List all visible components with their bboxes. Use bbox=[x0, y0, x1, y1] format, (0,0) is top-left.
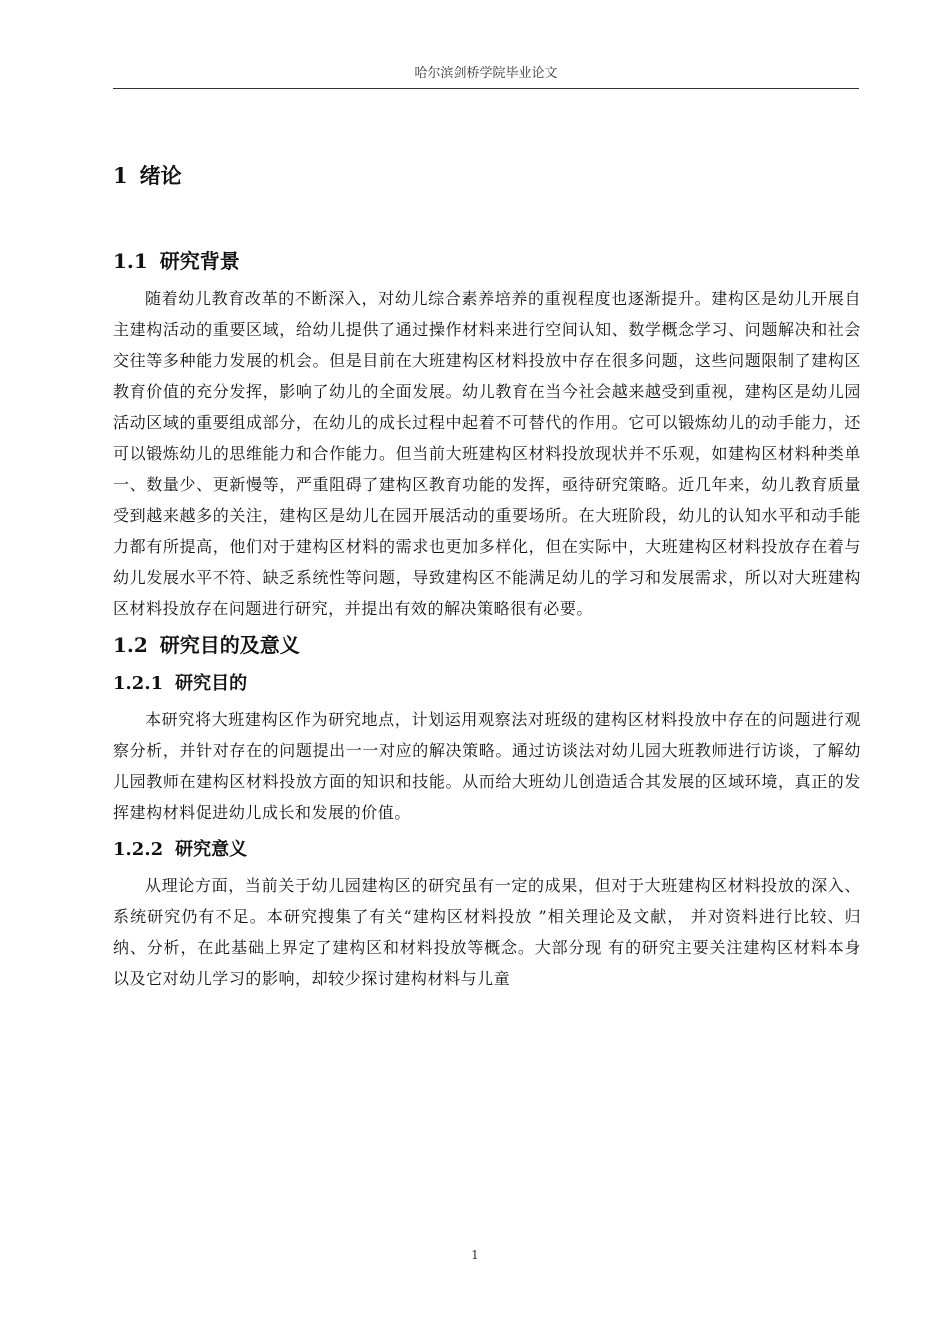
section-title: 研究目的及意义 bbox=[159, 633, 300, 657]
subsection-title: 研究意义 bbox=[175, 839, 248, 860]
subsection-heading-1-2-2 bbox=[113, 836, 861, 864]
section-title: 研究背景 bbox=[159, 249, 240, 273]
document-body bbox=[113, 160, 861, 994]
paragraph-research-purpose: 本研究将大班建构区作为研究地点，计划运用观察法对班级的建构区材料投放中存在的问题进行观察分析，并针对存在的问题提出一一对应的解决策略。通过访谈法对幼儿园大班教师进行访谈，了解幼儿园教师在建构区材料投放方面的知识和技能。从而给大班幼儿创造适合其发展的区域环境，真正的发挥建构材料促进幼儿成长和发展的价值。 bbox=[113, 710, 861, 822]
running-header: 哈尔滨剑桥学院毕业论文 bbox=[414, 66, 558, 81]
chapter-number: 1 bbox=[113, 163, 128, 188]
chapter-title: 绪论 bbox=[139, 164, 182, 188]
subsection-heading-1-2-1 bbox=[113, 670, 861, 698]
header-divider bbox=[113, 88, 859, 89]
paragraph-research-background: 随着幼儿教育改革的不断深入，对幼儿综合素养培养的重视程度也逐渐提升。建构区是幼儿开展自主建构活动的重要区域，给幼儿提供了通过操作材料来进行空间认知、数学概念学习、问题解决和社会交往等多种能力发展的机会。但是目前在大班建构区材料投放中存在很多问题，这些问题限制了建构区教育价值的充分发挥，影响了幼儿的全面发展。幼儿教育在当今社会越来越受到重视，建构区是幼儿园活动区域的重要组成部分，在幼儿的成长过程中起着不可替代的作用。它可以锻炼幼儿的动手能力，还可以锻炼幼儿的思维能力和合作能力。但当前大班建构区材料投放现状并不乐观，如建构区材料种类单一、数量少、更新慢等，严重阻碍了建构区教育功能的发挥，亟待研究策略。近几年来，幼儿教育质量受到越来越多的关注，建构区是幼儿在园开展活动的重要场所。在大班阶段，幼儿的认知水平和动手能力都有所提高，他们对于建构区材料的需求也更加多样化，但在实际中，大班建构区材料投放存在着与幼儿发展水平不符、缺乏系统性等问题，导致建构区不能满足幼儿的学习和发展需求，所以对大班建构区材料投放存在问题进行研究，并提出有效的解决策略很有必要。 bbox=[113, 289, 861, 618]
subsection-title: 研究目的 bbox=[175, 673, 248, 694]
section-number: 1.1 bbox=[113, 249, 148, 273]
chapter-heading bbox=[113, 160, 861, 192]
section-heading-1-2 bbox=[113, 630, 861, 660]
page-number: 1 bbox=[471, 1248, 479, 1262]
subsection-number: 1.2.2 bbox=[113, 839, 164, 860]
section-heading-1-1 bbox=[113, 246, 861, 276]
subsection-number: 1.2.1 bbox=[113, 673, 164, 694]
section-number: 1.2 bbox=[113, 633, 148, 657]
paragraph-research-significance: 从理论方面，当前关于幼儿园建构区的研究虽有一定的成果，但对于大班建构区材料投放的深入、系统研究仍有不足。本研究搜集了有关“建构区材料投放 ”相关理论及文献， 并对资料进行比较、归纳、分析，在此基础上界定了建构区和材料投放等概念。大部分现 有的研究主要关注建构区材料本身以及它对幼儿学习的影响，却较少探讨建构材料与儿童 bbox=[113, 876, 861, 988]
